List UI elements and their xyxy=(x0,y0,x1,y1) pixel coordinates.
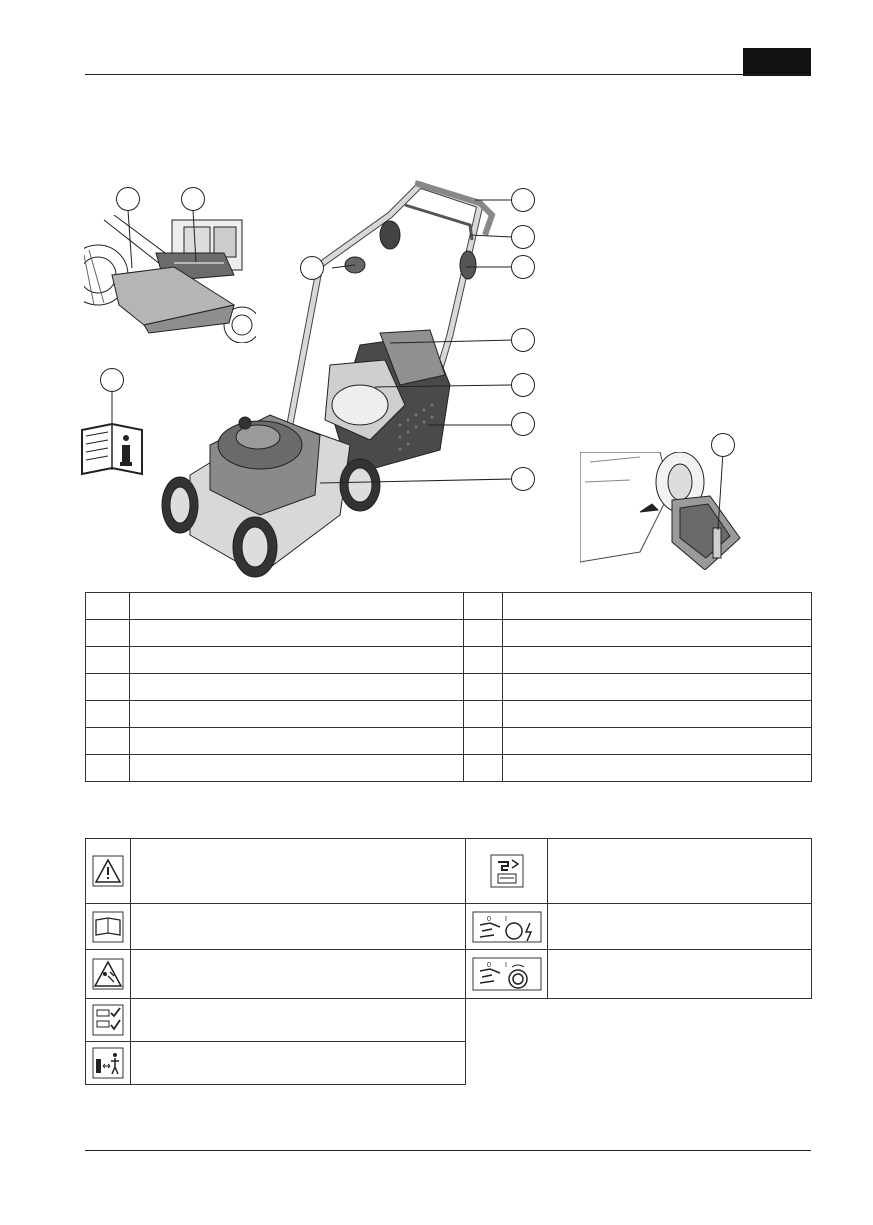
symbol-cell-engine-start xyxy=(466,904,548,950)
lawnmower-overview-figure xyxy=(150,175,550,585)
callout-main-4 xyxy=(511,328,535,352)
part-description-left xyxy=(130,674,464,701)
detail-mulch-figure xyxy=(580,452,755,570)
symbol-cell-read-manual xyxy=(86,904,131,950)
part-number-right xyxy=(464,674,503,701)
symbol-text-checklist xyxy=(131,999,466,1042)
engine-start-stop-icon xyxy=(472,911,542,943)
svg-text:I: I xyxy=(504,915,507,923)
part-description-right xyxy=(503,701,812,728)
callout-main-3 xyxy=(511,255,535,279)
callout-main-1 xyxy=(511,188,535,212)
part-number-left xyxy=(86,674,130,701)
callout-main-2 xyxy=(511,225,535,249)
callout-detail-1 xyxy=(116,187,140,211)
part-number-right xyxy=(464,755,503,782)
part-description-left xyxy=(130,701,464,728)
keep-distance-icon xyxy=(92,1047,124,1079)
symbol-cell-engine-stop xyxy=(466,950,548,999)
part-description-left xyxy=(130,620,464,647)
parts-table-row xyxy=(86,674,812,701)
header-tab xyxy=(743,48,811,76)
part-number-right xyxy=(464,647,503,674)
symbol-text-engine-start xyxy=(548,904,812,950)
part-description-left xyxy=(130,647,464,674)
parts-table-row xyxy=(86,647,812,674)
thrown-objects-warning-icon xyxy=(92,958,124,990)
part-number-left xyxy=(86,620,130,647)
part-number-left xyxy=(86,701,130,728)
footer-rule xyxy=(85,1150,811,1151)
part-description-right xyxy=(503,647,812,674)
callout-main-left xyxy=(300,256,324,280)
part-number-right xyxy=(464,620,503,647)
read-manual-icon xyxy=(92,911,124,943)
symbols-table xyxy=(85,838,812,1085)
symbol-text-keep-distance xyxy=(131,1042,466,1085)
part-number-right xyxy=(464,701,503,728)
symbol-text-thrown-objects xyxy=(131,950,466,999)
part-description-right xyxy=(503,728,812,755)
parts-table-row xyxy=(86,755,812,782)
part-description-left xyxy=(130,755,464,782)
part-description-right xyxy=(503,593,812,620)
callout-manual xyxy=(100,368,124,392)
part-description-left xyxy=(130,728,464,755)
symbol-cell-warning xyxy=(86,839,131,904)
part-number-right xyxy=(464,593,503,620)
svg-text:0: 0 xyxy=(486,962,491,969)
part-description-right xyxy=(503,620,812,647)
engine-stop-icon xyxy=(472,957,542,991)
svg-text:I: I xyxy=(504,962,507,969)
parts-table-row xyxy=(86,728,812,755)
symbol-text-grass-box-full xyxy=(548,839,812,904)
symbol-cell-keep-distance xyxy=(86,1042,131,1085)
info-manual-icon xyxy=(80,390,150,478)
grass-box-full-icon xyxy=(490,854,524,888)
part-number-left xyxy=(86,728,130,755)
checklist-icon xyxy=(92,1004,124,1036)
part-description-left xyxy=(130,593,464,620)
parts-table-row xyxy=(86,593,812,620)
symbol-text-engine-stop xyxy=(548,950,812,999)
callout-main-6 xyxy=(511,412,535,436)
parts-table xyxy=(85,592,812,782)
parts-table-row xyxy=(86,701,812,728)
part-description-right xyxy=(503,674,812,701)
warning-triangle-icon xyxy=(92,855,124,887)
svg-text:0: 0 xyxy=(486,915,491,923)
symbol-text-read-manual xyxy=(131,904,466,950)
part-number-left xyxy=(86,647,130,674)
symbol-cell-grass-box-full xyxy=(466,839,548,904)
callout-main-5 xyxy=(511,373,535,397)
header-rule xyxy=(85,74,811,75)
callout-mulch xyxy=(711,433,735,457)
symbol-cell-thrown-objects xyxy=(86,950,131,999)
part-number-left xyxy=(86,593,130,620)
part-description-right xyxy=(503,755,812,782)
callout-main-7 xyxy=(511,467,535,491)
parts-table-row xyxy=(86,620,812,647)
symbol-cell-checklist xyxy=(86,999,131,1042)
parts-table-body xyxy=(86,593,812,782)
part-number-right xyxy=(464,728,503,755)
symbol-text-warning xyxy=(131,839,466,904)
part-number-left xyxy=(86,755,130,782)
